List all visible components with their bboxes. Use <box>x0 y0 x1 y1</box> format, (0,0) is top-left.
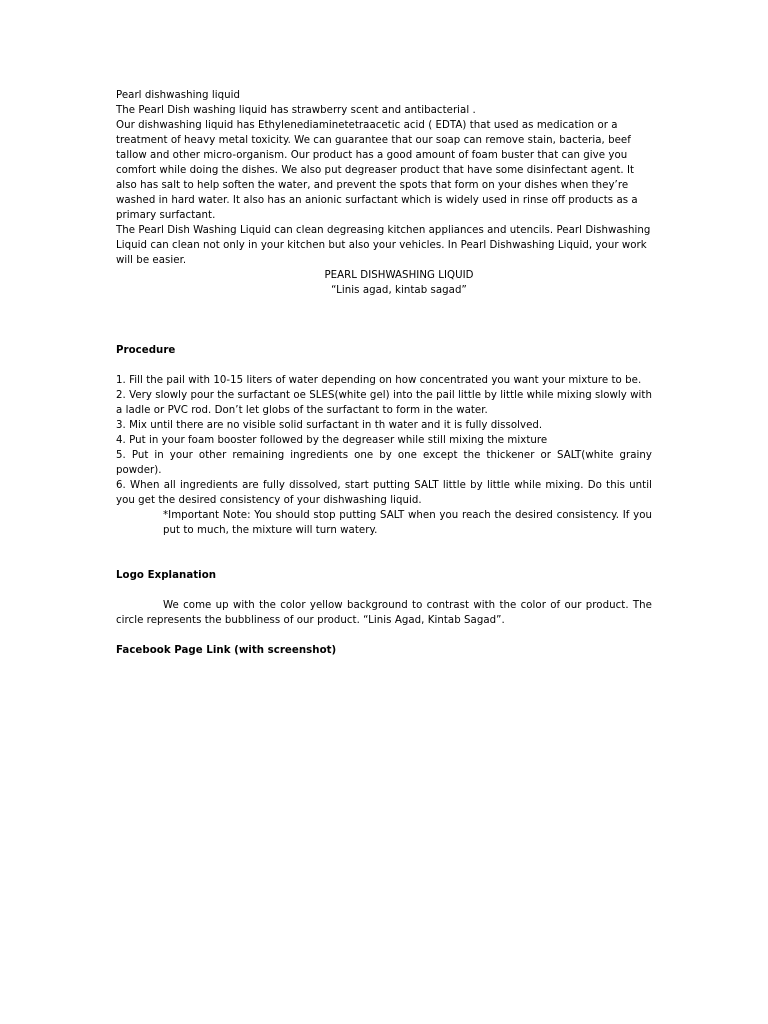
procedure-step-3: 3. Mix until there are no visible solid surfactant in th water and it is fully dissolved. <box>116 420 543 431</box>
logo-explanation-heading: Logo Explanation <box>116 570 217 581</box>
intro-paragraph-3: The Pearl Dish Washing Liquid can clean degreasing kitchen appliances and utencils. Pearl Dishwashing Liquid can clean not only in your kitchen but also your vehicles. In Pearl Dishwashing Liquid, your work will be easier. <box>116 225 651 266</box>
document-body <box>116 88 652 658</box>
spacer <box>116 628 652 643</box>
spacer <box>116 538 652 568</box>
important-note: *Important Note: You should stop putting SALT when you reach the desired consistency. If you put to much, the mixture will turn watery. <box>163 510 652 536</box>
procedure-steps <box>116 373 652 538</box>
logo-explanation-text: We come up with the color yellow background to contrast with the color of our product. The circle represents the bubbliness of our product. “Linis Agad, Kintab Sagad”. <box>116 600 652 626</box>
intro-paragraph-1: The Pearl Dish washing liquid has strawberry scent and antibacterial . <box>116 105 476 116</box>
spacer <box>116 358 652 373</box>
tagline: “Linis agad, kintab sagad” <box>331 285 467 296</box>
procedure-step-2: 2. Very slowly pour the surfactant oe SLES(white gel) into the pail little by little while mixing slowly with a ladle or PVC rod. Don’t let globs of the surfactant to form in the water. <box>116 390 652 416</box>
facebook-heading: Facebook Page Link (with screenshot) <box>116 645 337 656</box>
intro-section <box>116 88 652 268</box>
procedure-step-5: 5. Put in your other remaining ingredients one by one except the thickener or SALT(white grainy powder). <box>116 450 652 476</box>
procedure-heading: Procedure <box>116 345 176 356</box>
intro-paragraph-2: Our dishwashing liquid has Ethylenediaminetetraacetic acid ( EDTA) that used as medication or a treatment of heavy metal toxicity. We can guarantee that our soap can remove stain, bacteria, beef tallow and other micro-organism. Our product has a good amount of foam buster that can give you comfort while doing the dishes. We also put degreaser product that have some disinfectant agent. It also has salt to help soften the water, and prevent the spots that form on your dishes when they’re washed in hard water. It also has an anionic surfactant which is widely used in rinse off products as a primary surfactant. <box>116 120 638 221</box>
spacer <box>116 583 652 598</box>
spacer <box>116 298 652 343</box>
procedure-step-1: 1. Fill the pail with 10-15 liters of water depending on how concentrated you want your mixture to be. <box>116 375 642 386</box>
document-title-line: Pearl dishwashing liquid <box>116 90 241 101</box>
procedure-step-4: 4. Put in your foam booster followed by the degreaser while still mixing the mixture <box>116 435 548 446</box>
procedure-step-6: 6. When all ingredients are fully dissolved, start putting SALT little by little while mixing. Do this until you get the desired consistency of your dishwashing liquid. <box>116 480 652 506</box>
brand-name: PEARL DISHWASHING LIQUID <box>324 270 474 281</box>
